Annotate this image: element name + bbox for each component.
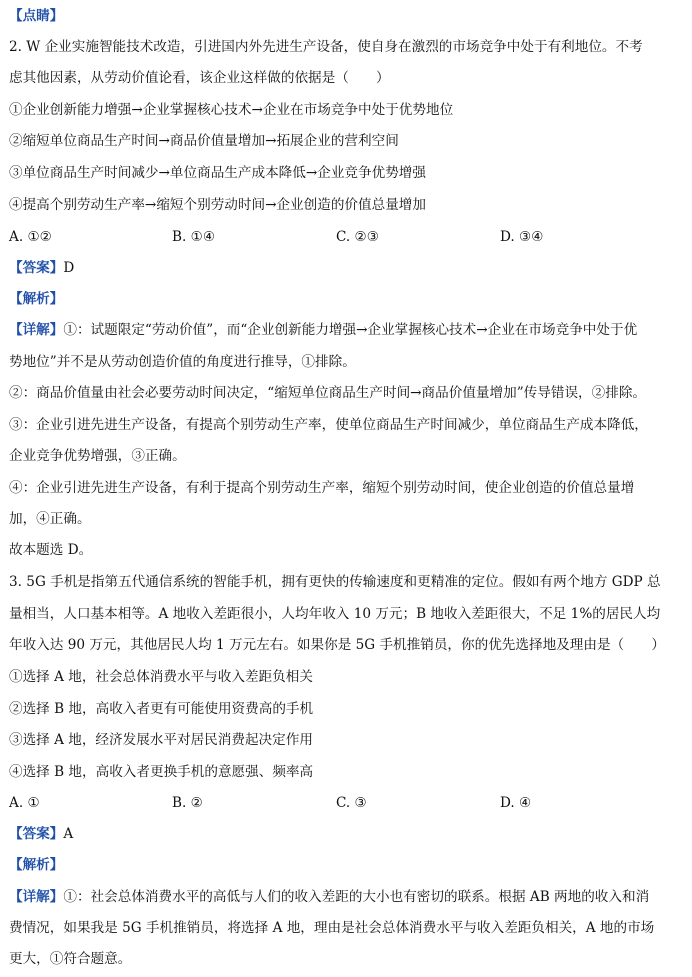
q3-detail-line-2: 费情况，如果我是 5G 手机推销员，将选择 A 地，理由是社会总体消费水平与收入差距负相关，A 地的市场: [9, 920, 655, 936]
q3-statement-3: ③选择 A 地，经济发展水平对居民消费起决定作用: [9, 732, 313, 748]
q3-option-a: A. ①: [9, 795, 40, 811]
q2-statement-4: ④提高个别劳动生产率→缩短个别劳动时间→企业创造的价值总量增加: [9, 197, 426, 213]
analysis-tag: 【解析】: [9, 291, 64, 307]
q3-option-c: C. ③: [336, 795, 367, 811]
q2-detail-line-2: 势地位”并不是从劳动创造价值的角度进行推导，①排除。: [9, 354, 356, 370]
q2-analysis-heading: [9, 289, 685, 309]
q2-option-a: A. ①②: [9, 229, 52, 245]
q2-detail-text-1: ①：试题限定“劳动价值”，而“企业创新能力增强→企业掌握核心技术→企业在市场竞争中处于优: [63, 322, 638, 338]
dianjing-heading: [9, 6, 685, 26]
q2-answer-value: D: [63, 260, 75, 276]
analysis-tag: 【解析】: [9, 857, 64, 873]
detail-tag: 【详解】: [9, 889, 64, 905]
q3-detail-text-1: ①：社会总体消费水平的高低与人们的收入差距的大小也有密切的联系。根据 AB 两地的收入和消: [63, 889, 650, 905]
answer-tag: 【答案】: [9, 826, 64, 842]
q2-detail-line-6: ④：企业引进先进生产设备，有利于提高个别劳动生产率，缩短个别劳动时间，使企业创造的价值总量增: [9, 480, 635, 496]
q3-stem-line-1: 3. 5G 手机是指第五代通信系统的智能手机，拥有更快的传输速度和更精准的定位。假如有两个地方 GDP 总: [9, 574, 661, 590]
q2-conclusion: 故本题选 D。: [9, 542, 93, 558]
q2-statement-1: ①企业创新能力增强→企业掌握核心技术→企业在市场竞争中处于优势地位: [9, 102, 454, 118]
q2-option-c: C. ②③: [336, 229, 379, 245]
q2-detail-line-7: 加，④正确。: [9, 511, 91, 527]
q2-stem-line-2: 虑其他因素，从劳动价值论看，该企业这样做的依据是（ ）: [9, 70, 390, 86]
q2-detail-line-5: 企业竞争优势增强，③正确。: [9, 448, 186, 464]
answer-tag: 【答案】: [9, 260, 64, 276]
q3-statement-4: ④选择 B 地，高收入者更换手机的意愿强、频率高: [9, 764, 314, 780]
q2-statement-2: ②缩短单位商品生产时间→商品价值量增加→拓展企业的营利空间: [9, 133, 399, 149]
q3-option-d: D. ④: [500, 795, 532, 811]
q2-stem-line-1: 2. W 企业实施智能技术改造，引进国内外先进生产设备，使自身在激烈的市场竞争中处于有利地位。不考: [9, 39, 643, 55]
q3-detail-line-1: [9, 887, 685, 907]
q3-detail-line-3: 更大，①符合题意。: [9, 951, 132, 967]
detail-tag: 【详解】: [9, 322, 64, 338]
q2-answer-line: [9, 258, 685, 278]
q3-statement-2: ②选择 B 地，高收入者更有可能使用资费高的手机: [9, 701, 314, 717]
q2-option-d: D. ③④: [500, 229, 544, 245]
q3-analysis-heading: [9, 855, 685, 875]
q3-answer-line: [9, 824, 685, 844]
q2-option-b: B. ①④: [172, 229, 216, 245]
q2-statement-3: ③单位商品生产时间减少→单位商品生产成本降低→企业竞争优势增强: [9, 165, 426, 181]
q3-option-b: B. ②: [172, 795, 203, 811]
q3-options-row: [9, 793, 685, 813]
q3-stem-line-2: 量相当，人口基本相等。A 地收入差距很小，人均年收入 10 万元；B 地收入差距很大，不足 1%的居民人均: [9, 606, 661, 622]
q2-detail-line-4: ③：企业引进先进生产设备，有提高个别劳动生产率，使单位商品生产时间减少，单位商品生产成本降低，: [9, 417, 648, 433]
q2-detail-line-3: ②：商品价值量由社会必要劳动时间决定，“缩短单位商品生产时间→商品价值量增加”传导错误，②排除。: [9, 385, 647, 401]
q3-answer-value: A: [63, 826, 74, 842]
q2-detail-line-1: [9, 320, 685, 340]
q2-options-row: [9, 227, 685, 247]
q3-statement-1: ①选择 A 地，社会总体消费水平与收入差距负相关: [9, 669, 313, 685]
q3-stem-line-3: 年收入达 90 万元，其他居民人均 1 万元左右。如果你是 5G 手机推销员，你的优先选择地及理由是（ ）: [9, 637, 665, 653]
section-tag-dianjing: 【点睛】: [9, 8, 64, 24]
